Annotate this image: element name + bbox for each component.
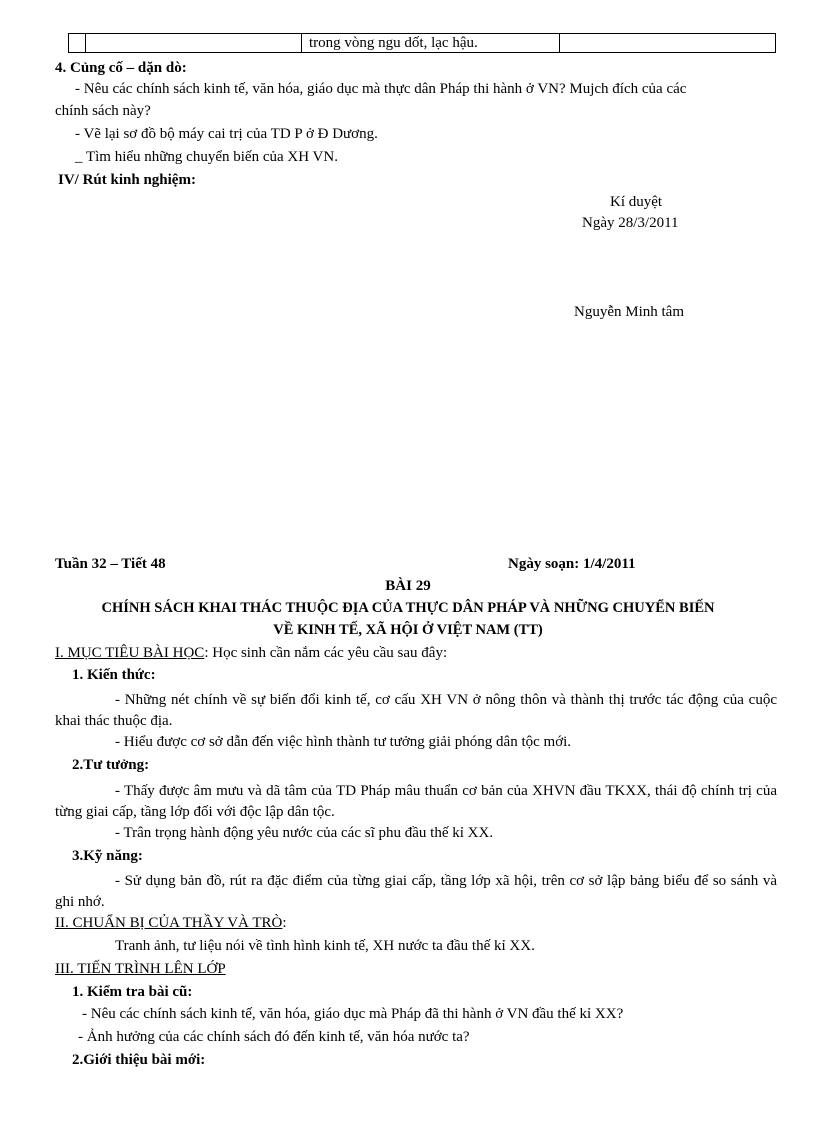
knowledge-p1: - Những nét chính về sự biến đổi kinh tế, cơ cấu XH VN ở nông thôn và thành thị trước tác động của cuộc khai thác thuộc địa.: [55, 692, 777, 729]
table-column-divider: [301, 34, 302, 52]
section-4-line2: - Vẽ lại sơ đồ bộ máy cai trị của TD P ở Đ Dương.: [75, 126, 378, 142]
prepared-date: Ngày soạn: 1/4/2011: [508, 556, 636, 572]
section-iii-heading: III. TIẾN TRÌNH LÊN LỚP: [55, 961, 226, 977]
section-i-intro: : Học sinh cần nắm các yêu cầu sau đây:: [204, 645, 448, 661]
approval-label: Kí duyệt: [610, 194, 663, 210]
signer-name: Nguyễn Minh tâm: [574, 304, 684, 320]
section-ii-line: [55, 915, 287, 932]
section-ii-p1: Tranh ảnh, tư liệu nói về tình hình kinh tế, XH nước ta đầu thế kỉ XX.: [115, 938, 535, 954]
section-ii-colon: :: [282, 915, 287, 931]
lesson-number: BÀI 29: [385, 578, 431, 594]
knowledge-p2: - Hiểu được cơ sở dẫn đến việc hình thành tư tưởng giải phóng dân tộc mới.: [115, 734, 572, 750]
check-q1: - Nêu các chính sách kinh tế, văn hóa, giáo dục mà Pháp đã thi hành ở VN đầu thế kỉ XX?: [82, 1006, 624, 1022]
lesson-title-line2: VỀ KINH TẾ, XÃ HỘI Ở VIỆT NAM (TT): [273, 622, 543, 638]
week-label: Tuần 32 – Tiết 48: [55, 556, 166, 572]
thought-p1: - Thấy được âm mưu và dã tâm của TD Pháp mâu thuẩn cơ bản của XHVN đầu TKXX, thái độ chính trị của từng giai cấp, tầng lớp đối với độc lập dân tộc.: [55, 783, 777, 820]
knowledge-heading: 1. Kiến thức:: [72, 667, 156, 683]
section-i-line: [55, 645, 447, 662]
section-iv-heading: IV/ Rút kinh nghiệm:: [58, 172, 196, 188]
section-4-line1b: chính sách này?: [55, 103, 151, 119]
approval-date: Ngày 28/3/2011: [582, 215, 679, 231]
section-4-heading: 4. Củng cố – dặn dò:: [55, 60, 187, 76]
table-cell: trong vòng ngu dốt, lạc hậu.: [309, 35, 478, 51]
section-ii-heading: II. CHUẨN BỊ CỦA THẦY VÀ TRÒ: [55, 915, 283, 931]
thought-heading: 2.Tư tưởng:: [72, 757, 150, 773]
table-fragment: [68, 33, 776, 53]
check-q2: - Ảnh hưởng của các chính sách đó đến kinh tế, văn hóa nước ta?: [78, 1029, 470, 1045]
intro-heading: 2.Giới thiệu bài mới:: [72, 1052, 206, 1068]
section-4-line3: _ Tìm hiểu những chuyển biến của XH VN.: [75, 149, 338, 165]
section-4-line1: - Nêu các chính sách kinh tế, văn hóa, giáo dục mà thực dân Pháp thi hành ở VN? Mujch đích của các: [75, 81, 687, 97]
table-column-divider: [85, 34, 86, 52]
check-heading: 1. Kiểm tra bài cũ:: [72, 984, 193, 1000]
skills-p1: - Sử dụng bản đồ, rút ra đặc điểm của từng giai cấp, tầng lớp xã hội, trên cơ sở lập bảng biểu để so sánh và ghi nhớ.: [55, 873, 777, 910]
thought-p2: - Trân trọng hành động yêu nước của các sĩ phu đầu thế kỉ XX.: [115, 825, 494, 841]
lesson-title-line1: CHÍNH SÁCH KHAI THÁC THUỘC ĐỊA CỦA THỰC DÂN PHÁP VÀ NHỮNG CHUYỂN BIẾN: [101, 600, 715, 616]
table-column-divider: [559, 34, 560, 52]
skills-heading: 3.Kỹ năng:: [72, 848, 143, 864]
section-i-heading: I. MỤC TIÊU BÀI HỌC: [55, 645, 205, 661]
